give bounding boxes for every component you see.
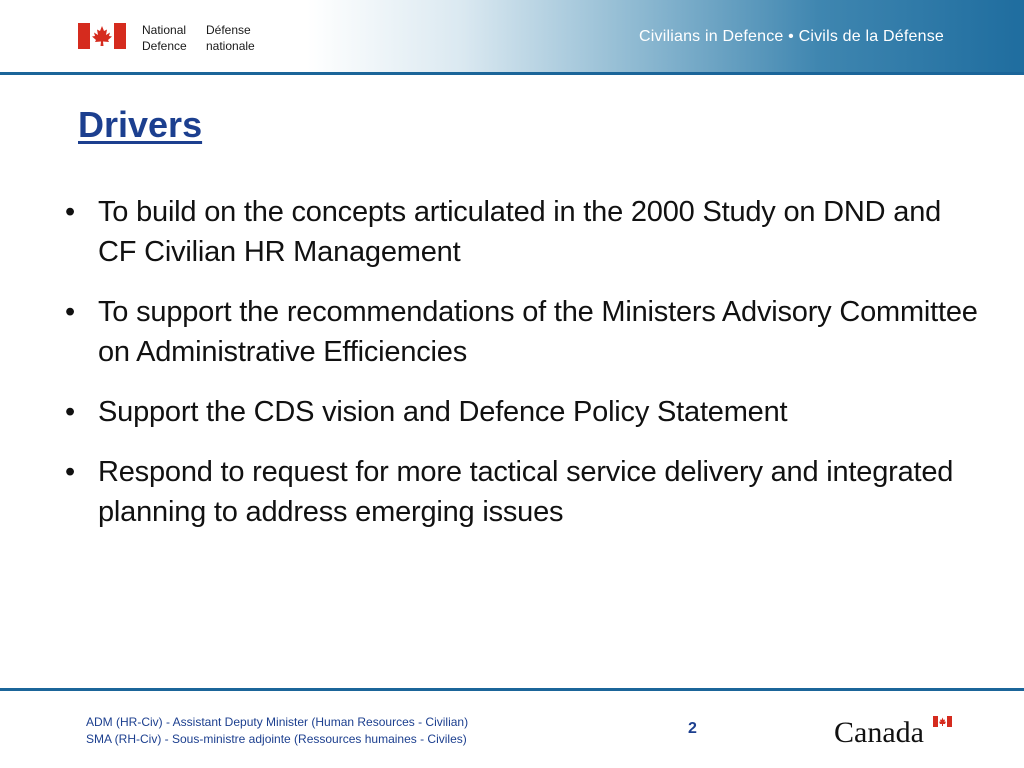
page-number: 2	[688, 720, 697, 737]
signature-en-line-2: Defence	[142, 39, 187, 53]
bullet-marker: •	[65, 296, 75, 328]
bullet-marker: •	[65, 196, 75, 228]
header-title: Civilians in Defence • Civils de la Défense	[639, 28, 944, 45]
header-banner	[0, 0, 1024, 72]
wordmark-text: Canada	[834, 716, 924, 748]
canada-wordmark-logo	[834, 714, 952, 748]
footer-notes	[86, 714, 468, 748]
slide-title: Drivers	[78, 104, 203, 145]
bullet-item	[60, 452, 980, 532]
wordmark-flag-icon	[933, 716, 952, 727]
signature-en-line-1: National	[142, 23, 187, 37]
signature-fr-line-2: nationale	[206, 39, 255, 53]
bullet-list	[60, 192, 980, 552]
bullet-marker: •	[65, 396, 75, 428]
footer-line-english: ADM (HR-Civ) - Assistant Deputy Minister (Human Resources - Civilian)	[86, 715, 469, 729]
bullet-item	[60, 392, 980, 432]
signature-english	[142, 22, 187, 54]
bullet-text: Respond to request for more tactical service delivery and integrated planning to address emerging issues	[98, 456, 954, 528]
bullet-text: To support the recommendations of the Ministers Advisory Committee on Administrative Efficiencies	[98, 296, 978, 368]
signature-french	[206, 22, 255, 54]
bullet-item	[60, 292, 980, 372]
bullet-marker: •	[65, 456, 75, 488]
bullet-text: Support the CDS vision and Defence Policy Statement	[98, 396, 788, 428]
header-divider	[0, 72, 1024, 75]
footer-line-french: SMA (RH-Civ) - Sous-ministre adjointe (Ressources humaines - Civiles)	[86, 732, 467, 746]
bullet-text: To build on the concepts articulated in the 2000 Study on DND and CF Civilian HR Management	[98, 196, 942, 268]
footer-divider	[0, 688, 1024, 691]
canada-flag-icon	[78, 23, 126, 49]
bullet-item	[60, 192, 980, 272]
signature-fr-line-1: Défense	[206, 23, 251, 37]
